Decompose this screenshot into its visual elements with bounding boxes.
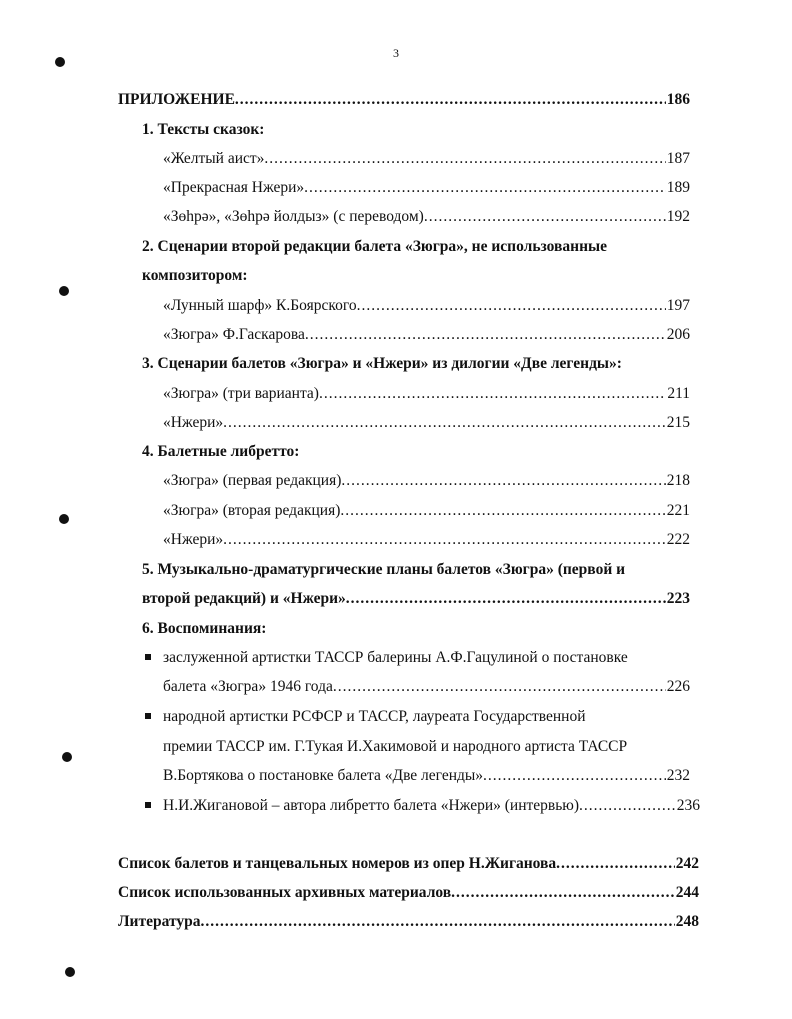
section-heading-music-plans: 5. Музыкально-драматургические планы балетов «Зюгра» (первой и (142, 561, 626, 578)
toc-entry-memoir-2 (163, 764, 690, 788)
toc-entry-page: 218 (666, 472, 690, 489)
toc-entry-memoir-3 (163, 794, 700, 818)
toc-entry (163, 323, 690, 347)
toc-entry (163, 411, 690, 435)
toc-entry (163, 147, 690, 171)
memoir-2-line: народной артистки РСФСР и ТАССР, лауреата Государственной (163, 708, 586, 725)
toc-entry-title: «Зюгра» (вторая редакция) (163, 502, 341, 519)
memoir-1-line: заслуженной артистки ТАССР балерины А.Ф.Гацулиной о постановке (163, 649, 628, 666)
bullet-icon (145, 654, 151, 660)
punch-hole-mark (59, 286, 69, 296)
toc-entry-title: «Нжери» (163, 414, 224, 431)
section-heading-memoirs: 6. Воспоминания: (142, 620, 267, 637)
toc-entry-memoir-1 (163, 675, 690, 699)
toc-entry-page: 197 (666, 297, 690, 314)
toc-dot-leader (579, 794, 676, 818)
toc-entry-page: 187 (666, 150, 690, 167)
memoir-2-line: премии ТАССР им. Г.Тукая И.Хакимовой и народного артиста ТАССР (163, 738, 628, 755)
toc-entry-page: 189 (666, 179, 690, 196)
toc-entry-title: «Зюгра» (три варианта) (163, 385, 319, 402)
toc-entry-page: 192 (666, 208, 690, 225)
toc-entry (163, 294, 690, 318)
toc-entry (163, 176, 690, 200)
section-heading-tales: 1. Тексты сказок: (142, 121, 265, 138)
toc-dot-leader (200, 910, 674, 934)
toc-entry-appendix (118, 88, 690, 112)
toc-entry-music-plans (142, 587, 690, 611)
punch-hole-mark (62, 752, 72, 762)
toc-entry (163, 469, 690, 493)
bullet-icon (145, 802, 151, 808)
toc-entry-title: балета «Зюгра» 1946 года (163, 678, 333, 695)
toc-entry-title: «Желтый аист» (163, 150, 265, 167)
section-heading-scenarios-second-cont: композитором: (142, 267, 248, 284)
toc-entry-page: 232 (666, 767, 690, 784)
toc-entry-title: ПРИЛОЖЕНИЕ (118, 91, 235, 108)
toc-entry-title: «Прекрасная Нжери» (163, 179, 305, 196)
toc-entry-page: 244 (675, 884, 699, 901)
toc-entry-page: 226 (666, 678, 690, 695)
toc-entry-title: «Нжери» (163, 531, 224, 548)
section-heading-scenarios-dilogy: 3. Сценарии балетов «Зюгра» и «Нжери» из дилогии «Две легенды»: (142, 355, 622, 372)
toc-entry (163, 528, 690, 552)
toc-entry-title: Литература (118, 913, 201, 930)
toc-entry-title: Н.И.Жигановой – автора либретто балета «Нжери» (интервью) (163, 797, 580, 814)
toc-dot-leader (483, 764, 666, 788)
section-heading-scenarios-second: 2. Сценарии второй редакции балета «Зюгра», не использованные (142, 238, 607, 255)
toc-dot-leader (341, 469, 665, 493)
toc-dot-leader (556, 852, 675, 876)
toc-entry (163, 205, 690, 229)
toc-dot-leader (357, 294, 666, 318)
toc-entry-page: 186 (666, 91, 690, 108)
toc-entry-title: Список балетов и танцевальных номеров из опер Н.Жиганова (118, 855, 557, 872)
toc-dot-leader (264, 147, 665, 171)
toc-dot-leader (223, 411, 666, 435)
toc-entry-page: 248 (675, 913, 699, 930)
toc-entry-archive-list (118, 881, 699, 905)
toc-dot-leader (333, 675, 666, 699)
toc-entry-ballet-list (118, 852, 699, 876)
toc-dot-leader (305, 323, 666, 347)
punch-hole-mark (59, 514, 69, 524)
toc-entry-page: 236 (676, 797, 700, 814)
toc-entry (163, 382, 690, 406)
toc-entry (163, 499, 690, 523)
bullet-icon (145, 713, 151, 719)
toc-dot-leader (346, 587, 666, 611)
toc-dot-leader (235, 88, 666, 112)
toc-entry-page: 215 (666, 414, 690, 431)
toc-entry-title: второй редакций) и «Нжери» (142, 590, 346, 607)
toc-dot-leader (319, 382, 666, 406)
toc-dot-leader (304, 176, 666, 200)
toc-entry-page: 242 (675, 855, 699, 872)
toc-entry-page: 222 (666, 531, 690, 548)
page-number: 3 (393, 46, 399, 60)
toc-entry-title: Список использованных архивных материалов (118, 884, 452, 901)
section-heading-librettos: 4. Балетные либретто: (142, 443, 300, 460)
punch-hole-mark (55, 57, 65, 67)
toc-dot-leader (424, 205, 666, 229)
toc-entry-title: В.Бортякова о постановке балета «Две легенды» (163, 767, 484, 784)
toc-entry-title: «Зюгра» Ф.Гаскарова (163, 326, 305, 343)
toc-entry-title: «Лунный шарф» К.Боярского (163, 297, 357, 314)
toc-entry-page: 211 (667, 385, 690, 402)
toc-entry-title: «Зюгра» (первая редакция) (163, 472, 342, 489)
toc-entry-title: «Зөһрә», «Зөһрә йолдыз» (с переводом) (163, 208, 424, 225)
toc-dot-leader (223, 528, 666, 552)
toc-dot-leader (340, 499, 665, 523)
punch-hole-mark (65, 967, 75, 977)
toc-dot-leader (451, 881, 675, 905)
toc-entry-page: 206 (666, 326, 690, 343)
toc-entry-page: 223 (666, 590, 690, 607)
toc-entry-page: 221 (666, 502, 690, 519)
toc-entry-literature (118, 910, 699, 934)
